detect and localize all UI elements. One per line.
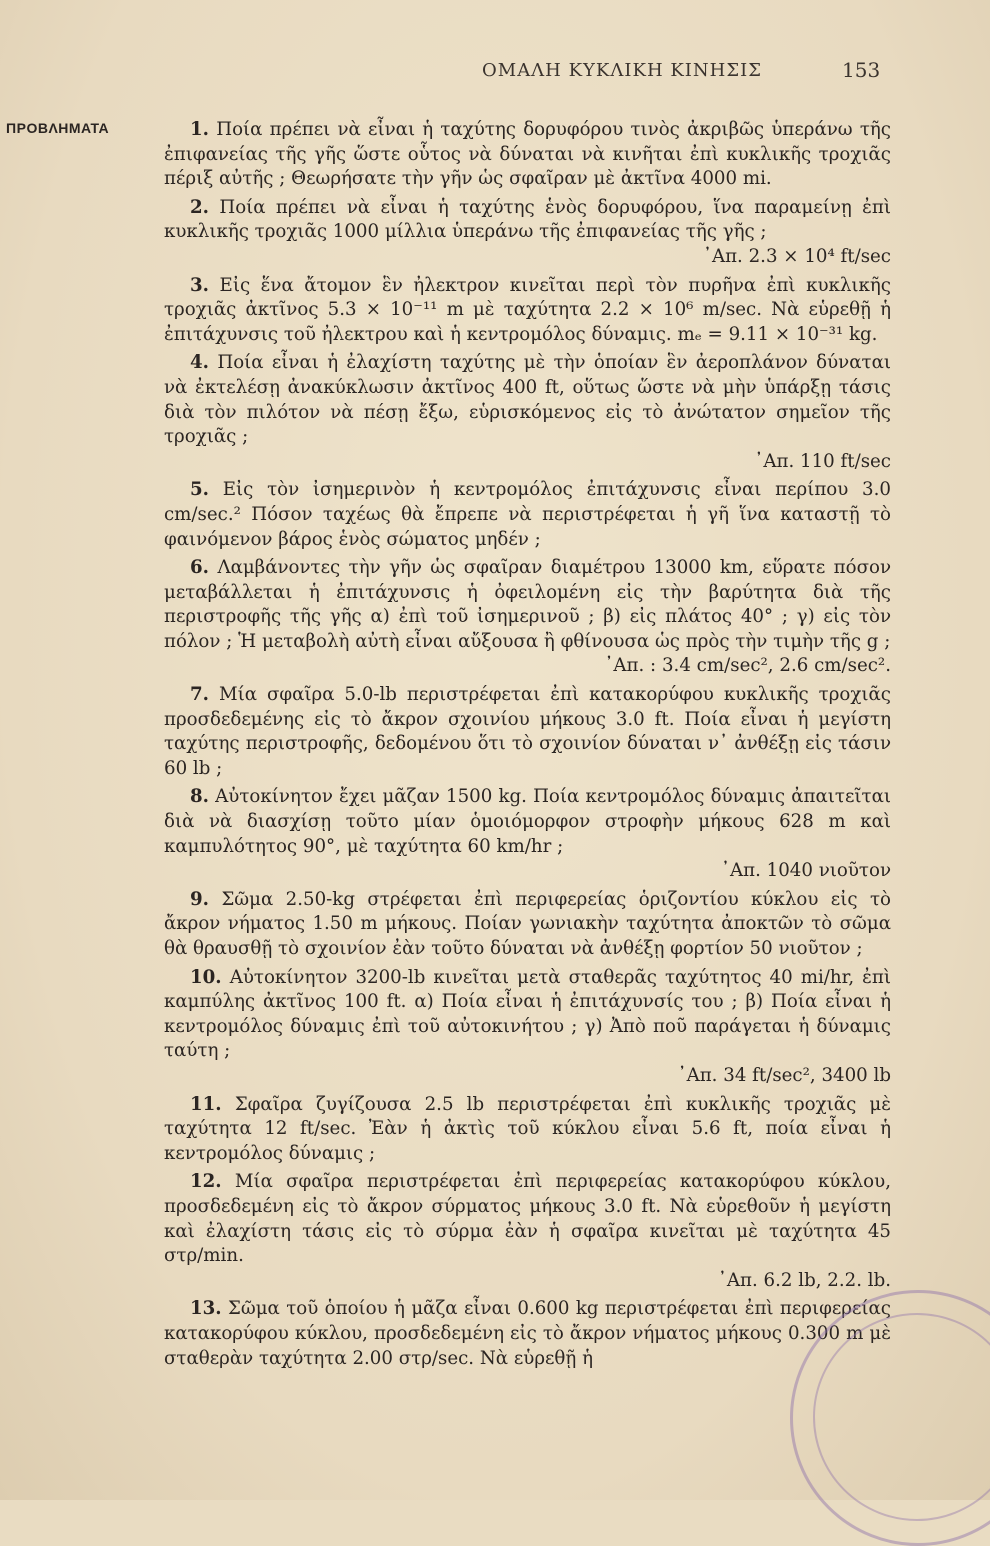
problem-text: Σφαῖρα ζυγίζουσα 2.5 lb περιστρέφεται ἐπὶ κυκλικῆς τροχιᾶς μὲ ταχύτητα 12 ft/sec. Ἐὰν ἡ ἀκτὶς τοῦ κύκλου εἶναι 5.6 ft, ποία εἶναι ἡ κεντρομόλος δύναμις ; bbox=[164, 1093, 891, 1164]
problem-text: Λαμβάνοντες τὴν γῆν ὡς σφαῖραν διαμέτρου 13000 km, εὕρατε πόσον μεταβάλλεται ἡ ἐπιτάχυνσις ἡ ὀφειλομένη εἰς τὴν βαρύτητα διὰ τῆς περιστροφῆς τῆς γῆς α) ἐπὶ τοῦ ἰσημερινοῦ ; β) εἰς πλάτος 40° ; γ) εἰς τὸν πόλον ; Ἡ μεταβολὴ αὐτὴ εἶναι αὔξουσα ἢ φθίνουσα ὡς πρὸς τὴν τιμὴν τῆς g ; bbox=[164, 557, 891, 652]
problem-text: Εἰς ἕνα ἄτομον ἓν ἠλεκτρον κινεῖται περὶ τὸν πυρῆνα ἐπὶ κυκλικῆς τροχιᾶς ἀκτῖνος 5.3 × 10⁻¹¹ m μὲ ταχύτητα 2.2 × 10⁶ m/sec. Νὰ εὑρεθῇ ἡ ἐπιτάχυνσις τοῦ ἠλεκτρου καὶ ἡ κεντρομόλος δύναμις. mₑ = 9.11 × 10⁻³¹ kg. bbox=[164, 274, 891, 345]
problem-number: 8. bbox=[190, 786, 209, 808]
problem-number: 13. bbox=[190, 1298, 222, 1320]
problem-number: 10. bbox=[190, 966, 222, 988]
problem-2 bbox=[164, 196, 891, 270]
problem-answer: ᾿Απ. : 3.4 cm/sec², 2.6 cm/sec². bbox=[604, 655, 891, 677]
problem-3 bbox=[164, 274, 891, 348]
problem-number: 12. bbox=[190, 1171, 222, 1193]
problem-8 bbox=[164, 785, 891, 883]
problem-number: 9. bbox=[190, 888, 209, 910]
page-header bbox=[0, 56, 990, 88]
problem-text: Ποία πρέπει νὰ εἶναι ἡ ταχύτης ἑνὸς δορυφόρου, ἵνα παραμείνῃ ἐπὶ κυκλικῆς τροχιᾶς 1000 μίλλια ὑπεράνω τῆς ἐπιφανείας τῆς γῆς ; bbox=[164, 196, 891, 243]
problem-text: Σῶμα 2.50-kg στρέφεται ἐπὶ περιφερείας ὁριζοντίου κύκλου εἰς τὸ ἄκρον νήματος 1.50 m μήκους. Ποίαν γωνιακὴν ταχύτητα ἀποκτῶν τὸ σῶμα θὰ θραυσθῇ τὸ σχοινίον ἐὰν τοῦτο δύναται νὰ ἀνθέξῃ φορτίον 50 νιοῦτον ; bbox=[164, 888, 891, 959]
problem-number: 11. bbox=[190, 1093, 222, 1115]
problem-text: Μία σφαῖρα περιστρέφεται ἐπὶ περιφερείας κατακορύφου κύκλου, προσδεδεμένη εἰς τὸ ἄκρον σύρματος μήκους 3.0 ft. Νὰ εὑρεθοῦν ἡ μεγίστη καὶ ἐλαχίστη τάσις εἰς τὸ σύρμα ἐὰν ἡ σφαῖρα κινεῖται μὲ ταχύτητα 45 στρ/min. bbox=[164, 1171, 891, 1267]
problem-text: Εἰς τὸν ἰσημερινὸν ἡ κεντρομόλος ἐπιτάχυνσις εἶναι περίπου 3.0 cm/sec.² Πόσον ταχέως θὰ ἔπρεπε νὰ περιστρέφεται ἡ γῆ ἵνα καταστῇ τὸ φαινόμενον βάρος ἑνὸς σώματος μηδέν ; bbox=[164, 479, 891, 550]
problem-5 bbox=[164, 478, 891, 552]
section-label: ΠΡΟΒΛΗΜΑΤΑ bbox=[6, 120, 110, 136]
problem-7 bbox=[164, 683, 891, 781]
problem-list bbox=[164, 118, 891, 1375]
problem-number: 5. bbox=[190, 479, 209, 501]
problem-answer: ᾿Απ. 2.3 × 10⁴ ft/sec bbox=[702, 245, 891, 267]
running-title: ΟΜΑΛΗ ΚΥΚΛΙΚΗ ΚΙΝΗΣΙΣ bbox=[482, 60, 762, 81]
problem-answer: ᾿Απ. 6.2 lb, 2.2. lb. bbox=[717, 1269, 891, 1291]
problem-11 bbox=[164, 1093, 891, 1167]
library-stamp-inner-ring bbox=[813, 1313, 990, 1521]
problem-12 bbox=[164, 1170, 891, 1293]
problem-13 bbox=[164, 1297, 891, 1371]
problem-answer: ᾿Απ. 34 ft/sec², 3400 lb bbox=[677, 1064, 891, 1086]
problem-text: Αὐτοκίνητον 3200-lb κινεῖται μετὰ σταθερᾶς ταχύτητος 40 mi/hr, ἐπὶ καμπύλης ἀκτῖνος 100 ft. α) Ποία εἶναι ἡ ἐπιτάχυνσίς του ; β) Ποία εἶναι ἡ κεντρομόλος δύναμις ἐπὶ τοῦ αὐτοκινήτου ; γ) Ἀπὸ ποῦ παράγεται ἡ δύναμις ταύτη ; bbox=[164, 966, 891, 1062]
page-number: 153 bbox=[842, 58, 881, 82]
problem-4 bbox=[164, 351, 891, 474]
problem-number: 4. bbox=[190, 352, 209, 374]
problem-number: 1. bbox=[190, 119, 209, 140]
problem-9 bbox=[164, 888, 891, 962]
problem-number: 6. bbox=[190, 557, 209, 579]
problem-answer: ᾿Απ. 1040 νιοῦτον bbox=[720, 860, 891, 882]
problem-number: 3. bbox=[190, 274, 209, 296]
problem-text: Αὐτοκίνητον ἔχει μᾶζαν 1500 kg. Ποία κεντρομόλος δύναμις ἀπαιτεῖται διὰ νὰ διασχίσῃ τοῦτο μίαν ὁμοιόμορφον στροφὴν μήκους 628 m καὶ καμπυλότητος 90°, μὲ ταχύτητα 60 km/hr ; bbox=[164, 786, 891, 857]
problem-10 bbox=[164, 966, 891, 1089]
problem-6 bbox=[164, 556, 891, 679]
problem-text: Μία σφαῖρα 5.0-lb περιστρέφεται ἐπὶ κατακορύφου κυκλικῆς τροχιᾶς προσδεδεμένης εἰς τὸ ἄκρον σχοινίου μήκους 3.0 ft. Ποία εἶναι ἡ μεγίστη ταχύτης περιστροφῆς, δεδομένου ὅτι τὸ σχοινίον δύναται ν᾿ ἀνθέξῃ εἰς τάσιν 60 lb ; bbox=[164, 684, 891, 779]
problem-1 bbox=[164, 118, 891, 192]
problem-number: 7. bbox=[190, 684, 209, 706]
problem-answer: ᾿Απ. 110 ft/sec bbox=[754, 450, 891, 472]
problem-text: Ποία εἶναι ἡ ἐλαχίστη ταχύτης μὲ τὴν ὁποίαν ἓν ἀεροπλάνον δύναται νὰ ἐκτελέσῃ ἀνακύκλωσιν ἀκτῖνος 400 ft, οὕτως ὥστε νὰ μὴν ὑπάρξῃ τάσις διὰ τὸν πιλότον νὰ πέσῃ ἔξω, εὑρισκόμενος εἰς τὸ ἀνώτατον σημεῖον τῆς τροχιᾶς ; bbox=[164, 352, 891, 448]
problem-number: 2. bbox=[190, 196, 209, 218]
problem-text: Ποία πρέπει νὰ εἶναι ἡ ταχύτης δορυφόρου τινὸς ἀκριβῶς ὑπεράνω τῆς ἐπιφανείας τῆς γῆς ὥστε οὗτος νὰ δύναται νὰ κινῆται ἐπὶ κυκλικῆς τροχιᾶς πέριξ αὐτῆς ; Θεωρήσατε τὴν γῆν ὡς σφαῖραν μὲ ἀκτῖνα 4000 mi. bbox=[164, 119, 891, 190]
problem-text: Σῶμα τοῦ ὁποίου ἡ μᾶζα εἶναι 0.600 kg περιστρέφεται ἐπὶ περιφερείας κατακορύφου κύκλου, προσδεδεμένη εἰς τὸ ἄκρον νήματος μήκους 0.300 m μὲ σταθερὰν ταχύτητα 2.00 στρ/sec. Νὰ εὑρεθῇ ἡ bbox=[164, 1298, 891, 1369]
